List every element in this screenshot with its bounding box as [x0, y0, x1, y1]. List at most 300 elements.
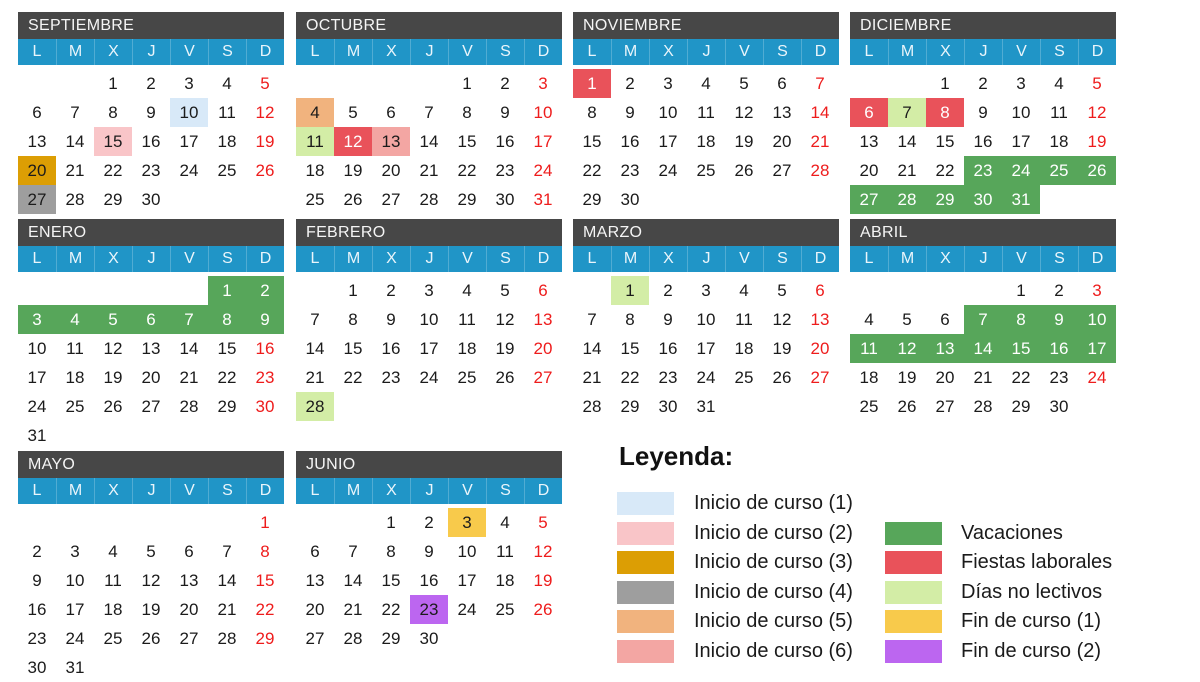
date-cell: 9 — [146, 103, 156, 122]
date-cell: 8 — [108, 103, 118, 122]
date-cell: 3 — [424, 281, 434, 300]
date-cell: 9 — [625, 103, 635, 122]
date-cell: 6 — [777, 74, 787, 93]
empty-cell — [18, 69, 56, 98]
weekday-label: J — [132, 478, 170, 504]
date-cell: 18 — [103, 600, 123, 619]
date-cell: 11 — [66, 339, 84, 358]
weekday-label: S — [763, 246, 801, 272]
date-cell-vac: 6 — [132, 305, 170, 334]
weekday-label: S — [1040, 39, 1078, 65]
date-cell: 1 — [260, 513, 270, 532]
weekday-label: V — [725, 39, 763, 65]
weekday-label: X — [926, 39, 964, 65]
date-cell-inicio2: 15 — [94, 127, 132, 156]
date-cell: 23 — [658, 368, 678, 387]
date-cell-vac: 7 — [170, 305, 208, 334]
date-cell: 18 — [1049, 132, 1069, 151]
weekday-label: M — [56, 39, 94, 65]
date-cell: 16 — [419, 571, 439, 590]
empty-cell — [170, 508, 208, 537]
date-cell-nolect: 7 — [888, 98, 926, 127]
date-cell: 21 — [419, 161, 439, 180]
date-cell: 5 — [777, 281, 787, 300]
weekday-header-row — [18, 478, 284, 504]
legend-label-fin2: Fin de curso (2) — [961, 640, 1102, 662]
date-cell: 26 — [255, 161, 275, 180]
date-cell: 27 — [810, 368, 830, 387]
date-cell: 12 — [533, 542, 553, 561]
dates-grid — [573, 272, 839, 421]
date-cell: 10 — [533, 103, 553, 122]
dates-grid — [573, 65, 839, 214]
date-cell: 18 — [495, 571, 515, 590]
weekday-label: V — [170, 246, 208, 272]
weekday-label: S — [208, 39, 246, 65]
empty-cell — [410, 69, 448, 98]
date-cell-vac: 13 — [926, 334, 964, 363]
date-cell: 2 — [625, 74, 635, 93]
legend-label-inicio1: Inicio de curso (1) — [694, 492, 853, 514]
date-cell: 27 — [935, 397, 955, 416]
date-cell: 9 — [663, 310, 673, 329]
date-cell: 15 — [457, 132, 477, 151]
dates-grid — [18, 65, 284, 214]
date-cell: 21 — [305, 368, 325, 387]
date-cell: 30 — [1049, 397, 1069, 416]
date-cell-vac: 4 — [56, 305, 94, 334]
legend-swatch-inicio5 — [617, 610, 674, 633]
date-cell: 29 — [457, 190, 477, 209]
weekday-label: X — [372, 39, 410, 65]
date-cell: 30 — [141, 190, 161, 209]
empty-cell — [132, 508, 170, 537]
empty-cell — [94, 276, 132, 305]
date-cell: 31 — [533, 190, 553, 209]
date-cell-fin1: 3 — [448, 508, 486, 537]
date-cell: 26 — [495, 368, 515, 387]
date-cell: 2 — [978, 74, 988, 93]
date-cell: 10 — [65, 571, 85, 590]
empty-cell — [888, 276, 926, 305]
date-cell: 6 — [815, 281, 825, 300]
date-cell: 2 — [1054, 281, 1064, 300]
date-cell: 26 — [772, 368, 792, 387]
date-cell: 3 — [701, 281, 711, 300]
date-cell: 2 — [663, 281, 673, 300]
date-cell: 17 — [658, 132, 678, 151]
date-cell: 24 — [533, 161, 553, 180]
legend-label-nolect: Días no lectivos — [961, 581, 1103, 603]
month-title: SEPTIEMBRE — [18, 12, 284, 39]
month-marzo — [573, 219, 839, 421]
date-cell: 5 — [902, 310, 912, 329]
date-cell-fiesta: 6 — [850, 98, 888, 127]
dates-grid — [296, 272, 562, 421]
date-cell: 17 — [65, 600, 85, 619]
date-cell: 16 — [27, 600, 47, 619]
date-cell: 2 — [424, 513, 434, 532]
date-cell: 9 — [500, 103, 510, 122]
date-cell-vac: 1 — [208, 276, 246, 305]
date-cell: 1 — [386, 513, 396, 532]
date-cell: 6 — [32, 103, 42, 122]
date-cell: 8 — [587, 103, 597, 122]
month-title: MARZO — [573, 219, 839, 246]
weekday-label: L — [864, 250, 874, 267]
month-octubre — [296, 12, 562, 214]
date-cell: 29 — [381, 629, 401, 648]
date-cell-nolect: 11 — [296, 127, 334, 156]
weekday-label: D — [801, 39, 839, 65]
weekday-label: V — [170, 39, 208, 65]
date-cell: 29 — [582, 190, 602, 209]
date-cell: 20 — [179, 600, 199, 619]
date-cell-vac: 5 — [94, 305, 132, 334]
date-cell: 4 — [108, 542, 118, 561]
date-cell: 25 — [495, 600, 515, 619]
empty-cell — [573, 276, 611, 305]
date-cell-fiesta: 12 — [334, 127, 372, 156]
date-cell: 27 — [772, 161, 792, 180]
empty-cell — [208, 508, 246, 537]
date-cell: 28 — [343, 629, 363, 648]
date-cell: 17 — [457, 571, 477, 590]
weekday-label: M — [334, 39, 372, 65]
weekday-label: J — [132, 39, 170, 65]
date-cell: 24 — [658, 161, 678, 180]
date-cell: 15 — [255, 571, 275, 590]
date-cell: 4 — [1054, 74, 1064, 93]
weekday-label: L — [310, 250, 320, 267]
date-cell: 24 — [696, 368, 716, 387]
date-cell: 29 — [217, 397, 237, 416]
date-cell: 28 — [217, 629, 237, 648]
date-cell: 13 — [141, 339, 161, 358]
date-cell: 21 — [65, 161, 85, 180]
legend-title: Leyenda: — [619, 441, 734, 471]
date-cell: 26 — [103, 397, 123, 416]
date-cell: 16 — [141, 132, 161, 151]
date-cell: 17 — [533, 132, 553, 151]
weekday-label: M — [611, 39, 649, 65]
date-cell: 21 — [973, 368, 993, 387]
date-cell: 19 — [255, 132, 275, 151]
date-cell: 4 — [701, 74, 711, 93]
weekday-label: L — [310, 43, 320, 60]
weekday-label: S — [1040, 246, 1078, 272]
date-cell: 5 — [260, 74, 270, 93]
date-cell: 12 — [1087, 103, 1107, 122]
date-cell: 15 — [343, 339, 363, 358]
weekday-label: M — [334, 478, 372, 504]
date-cell: 7 — [348, 542, 358, 561]
date-cell: 9 — [386, 310, 396, 329]
date-cell: 19 — [897, 368, 917, 387]
date-cell: 10 — [27, 339, 47, 358]
month-title: DICIEMBRE — [850, 12, 1116, 39]
date-cell: 18 — [305, 161, 325, 180]
date-cell: 14 — [897, 132, 917, 151]
date-cell-inicio1: 10 — [170, 98, 208, 127]
date-cell: 23 — [381, 368, 401, 387]
legend-swatch-fin1 — [885, 610, 942, 633]
date-cell: 25 — [103, 629, 123, 648]
date-cell: 15 — [620, 339, 640, 358]
date-cell: 11 — [735, 310, 753, 329]
date-cell: 19 — [103, 368, 123, 387]
date-cell: 5 — [500, 281, 510, 300]
date-cell: 23 — [141, 161, 161, 180]
date-cell-vac: 25 — [1040, 156, 1078, 185]
date-cell: 19 — [141, 600, 161, 619]
date-cell-vac: 14 — [964, 334, 1002, 363]
date-cell: 28 — [419, 190, 439, 209]
date-cell-vac: 9 — [246, 305, 284, 334]
date-cell: 3 — [1092, 281, 1102, 300]
date-cell: 14 — [582, 339, 602, 358]
weekday-label: L — [32, 43, 42, 60]
date-cell-vac: 3 — [18, 305, 56, 334]
weekday-label: X — [649, 39, 687, 65]
date-cell: 18 — [859, 368, 879, 387]
date-cell-vac: 24 — [1002, 156, 1040, 185]
date-cell: 3 — [70, 542, 80, 561]
date-cell: 25 — [457, 368, 477, 387]
date-cell: 3 — [1016, 74, 1026, 93]
date-cell: 22 — [1011, 368, 1031, 387]
legend-swatch-inicio3 — [617, 551, 674, 574]
date-cell: 17 — [696, 339, 716, 358]
date-cell: 4 — [462, 281, 472, 300]
date-cell-vac: 27 — [850, 185, 888, 214]
weekday-label: S — [486, 246, 524, 272]
month-septiembre — [18, 12, 284, 214]
date-cell: 25 — [217, 161, 237, 180]
date-cell-vac: 28 — [888, 185, 926, 214]
weekday-label: J — [964, 246, 1002, 272]
weekday-label: J — [410, 478, 448, 504]
date-cell: 22 — [582, 161, 602, 180]
legend-swatch-inicio6 — [617, 640, 674, 663]
date-cell: 6 — [940, 310, 950, 329]
date-cell-vac: 26 — [1078, 156, 1116, 185]
legend-label-inicio2: Inicio de curso (2) — [694, 522, 853, 544]
date-cell: 19 — [1087, 132, 1107, 151]
weekday-label: X — [649, 246, 687, 272]
empty-cell — [170, 276, 208, 305]
date-cell: 27 — [533, 368, 553, 387]
date-cell: 16 — [620, 132, 640, 151]
date-cell: 12 — [495, 310, 515, 329]
date-cell-vac: 9 — [1040, 305, 1078, 334]
weekday-label: L — [587, 250, 597, 267]
date-cell: 27 — [305, 629, 325, 648]
date-cell: 17 — [419, 339, 439, 358]
date-cell-vac: 8 — [1002, 305, 1040, 334]
date-cell: 23 — [495, 161, 515, 180]
legend-swatch-inicio4 — [617, 581, 674, 604]
date-cell-nolect: 1 — [611, 276, 649, 305]
date-cell: 24 — [27, 397, 47, 416]
date-cell: 21 — [582, 368, 602, 387]
date-cell: 18 — [217, 132, 237, 151]
dates-grid — [850, 272, 1116, 421]
month-enero — [18, 219, 284, 450]
date-cell: 12 — [255, 103, 275, 122]
month-title: FEBRERO — [296, 219, 562, 246]
legend-swatch-inicio2 — [617, 522, 674, 545]
date-cell: 22 — [255, 600, 275, 619]
legend-label-inicio4: Inicio de curso (4) — [694, 581, 853, 603]
date-cell: 28 — [973, 397, 993, 416]
date-cell: 7 — [424, 103, 434, 122]
date-cell: 30 — [495, 190, 515, 209]
date-cell: 14 — [179, 339, 199, 358]
weekday-label: S — [208, 478, 246, 504]
date-cell: 13 — [810, 310, 830, 329]
date-cell: 22 — [343, 368, 363, 387]
weekday-label: D — [1078, 246, 1116, 272]
date-cell: 26 — [897, 397, 917, 416]
month-title: ENERO — [18, 219, 284, 246]
month-diciembre — [850, 12, 1116, 214]
date-cell: 27 — [179, 629, 199, 648]
date-cell: 24 — [419, 368, 439, 387]
date-cell-vac: 7 — [964, 305, 1002, 334]
date-cell: 10 — [1011, 103, 1031, 122]
date-cell: 13 — [305, 571, 325, 590]
date-cell: 6 — [184, 542, 194, 561]
date-cell-nolect: 28 — [296, 392, 334, 421]
weekday-label: V — [170, 478, 208, 504]
date-cell: 21 — [179, 368, 199, 387]
date-cell: 5 — [146, 542, 156, 561]
legend-label-fin1: Fin de curso (1) — [961, 610, 1102, 632]
date-cell: 27 — [141, 397, 161, 416]
date-cell: 10 — [658, 103, 678, 122]
date-cell: 13 — [859, 132, 879, 151]
weekday-header-row — [850, 246, 1116, 272]
weekday-label: V — [1002, 39, 1040, 65]
weekday-label: X — [94, 478, 132, 504]
legend-swatch-fin2 — [885, 640, 942, 663]
date-cell: 24 — [179, 161, 199, 180]
date-cell: 22 — [381, 600, 401, 619]
date-cell-vac: 31 — [1002, 185, 1040, 214]
date-cell: 14 — [419, 132, 439, 151]
date-cell: 16 — [381, 339, 401, 358]
date-cell: 7 — [587, 310, 597, 329]
dates-grid — [18, 272, 284, 450]
weekday-label: M — [56, 246, 94, 272]
date-cell: 5 — [739, 74, 749, 93]
date-cell-vac: 11 — [850, 334, 888, 363]
date-cell: 19 — [495, 339, 515, 358]
month-title: JUNIO — [296, 451, 562, 478]
date-cell: 29 — [255, 629, 275, 648]
date-cell: 30 — [27, 658, 47, 677]
weekday-label: D — [801, 246, 839, 272]
date-cell-vac: 2 — [246, 276, 284, 305]
weekday-label: S — [486, 478, 524, 504]
weekday-header-row — [296, 478, 562, 504]
date-cell: 8 — [462, 103, 472, 122]
date-cell-fiesta: 1 — [573, 69, 611, 98]
date-cell: 26 — [734, 161, 754, 180]
date-cell: 4 — [864, 310, 874, 329]
date-cell: 3 — [538, 74, 548, 93]
date-cell: 3 — [184, 74, 194, 93]
date-cell: 15 — [217, 339, 237, 358]
date-cell: 19 — [343, 161, 363, 180]
weekday-label: J — [132, 246, 170, 272]
weekday-label: S — [208, 246, 246, 272]
date-cell: 22 — [935, 161, 955, 180]
date-cell: 24 — [65, 629, 85, 648]
date-cell: 30 — [658, 397, 678, 416]
date-cell: 20 — [305, 600, 325, 619]
date-cell: 11 — [1050, 103, 1068, 122]
date-cell: 28 — [810, 161, 830, 180]
date-cell: 20 — [859, 161, 879, 180]
date-cell-fiesta: 8 — [926, 98, 964, 127]
month-noviembre — [573, 12, 839, 214]
date-cell: 8 — [348, 310, 358, 329]
date-cell: 28 — [65, 190, 85, 209]
date-cell: 9 — [32, 571, 42, 590]
weekday-label: D — [524, 39, 562, 65]
empty-cell — [296, 276, 334, 305]
weekday-label: X — [926, 246, 964, 272]
date-cell: 4 — [500, 513, 510, 532]
date-cell: 15 — [935, 132, 955, 151]
date-cell: 31 — [696, 397, 716, 416]
date-cell: 21 — [810, 132, 830, 151]
weekday-label: L — [32, 250, 42, 267]
date-cell: 14 — [343, 571, 363, 590]
date-cell: 25 — [859, 397, 879, 416]
date-cell-inicio3: 20 — [18, 156, 56, 185]
date-cell: 14 — [217, 571, 237, 590]
date-cell: 31 — [65, 658, 85, 677]
dates-grid — [850, 65, 1116, 214]
date-cell: 12 — [141, 571, 161, 590]
date-cell: 6 — [386, 103, 396, 122]
date-cell: 1 — [108, 74, 118, 93]
weekday-header-row — [850, 39, 1116, 65]
date-cell: 11 — [218, 103, 236, 122]
empty-cell — [372, 69, 410, 98]
weekday-label: D — [524, 246, 562, 272]
weekday-label: V — [725, 246, 763, 272]
date-cell: 11 — [697, 103, 715, 122]
date-cell: 14 — [65, 132, 85, 151]
weekday-label: V — [448, 39, 486, 65]
date-cell: 16 — [658, 339, 678, 358]
weekday-label: M — [56, 478, 94, 504]
date-cell: 17 — [27, 368, 47, 387]
weekday-label: X — [94, 246, 132, 272]
weekday-label: M — [611, 246, 649, 272]
date-cell: 21 — [217, 600, 237, 619]
weekday-label: L — [32, 482, 42, 499]
date-cell: 16 — [255, 339, 275, 358]
date-cell: 19 — [772, 339, 792, 358]
date-cell: 23 — [27, 629, 47, 648]
date-cell: 18 — [457, 339, 477, 358]
date-cell: 6 — [538, 281, 548, 300]
